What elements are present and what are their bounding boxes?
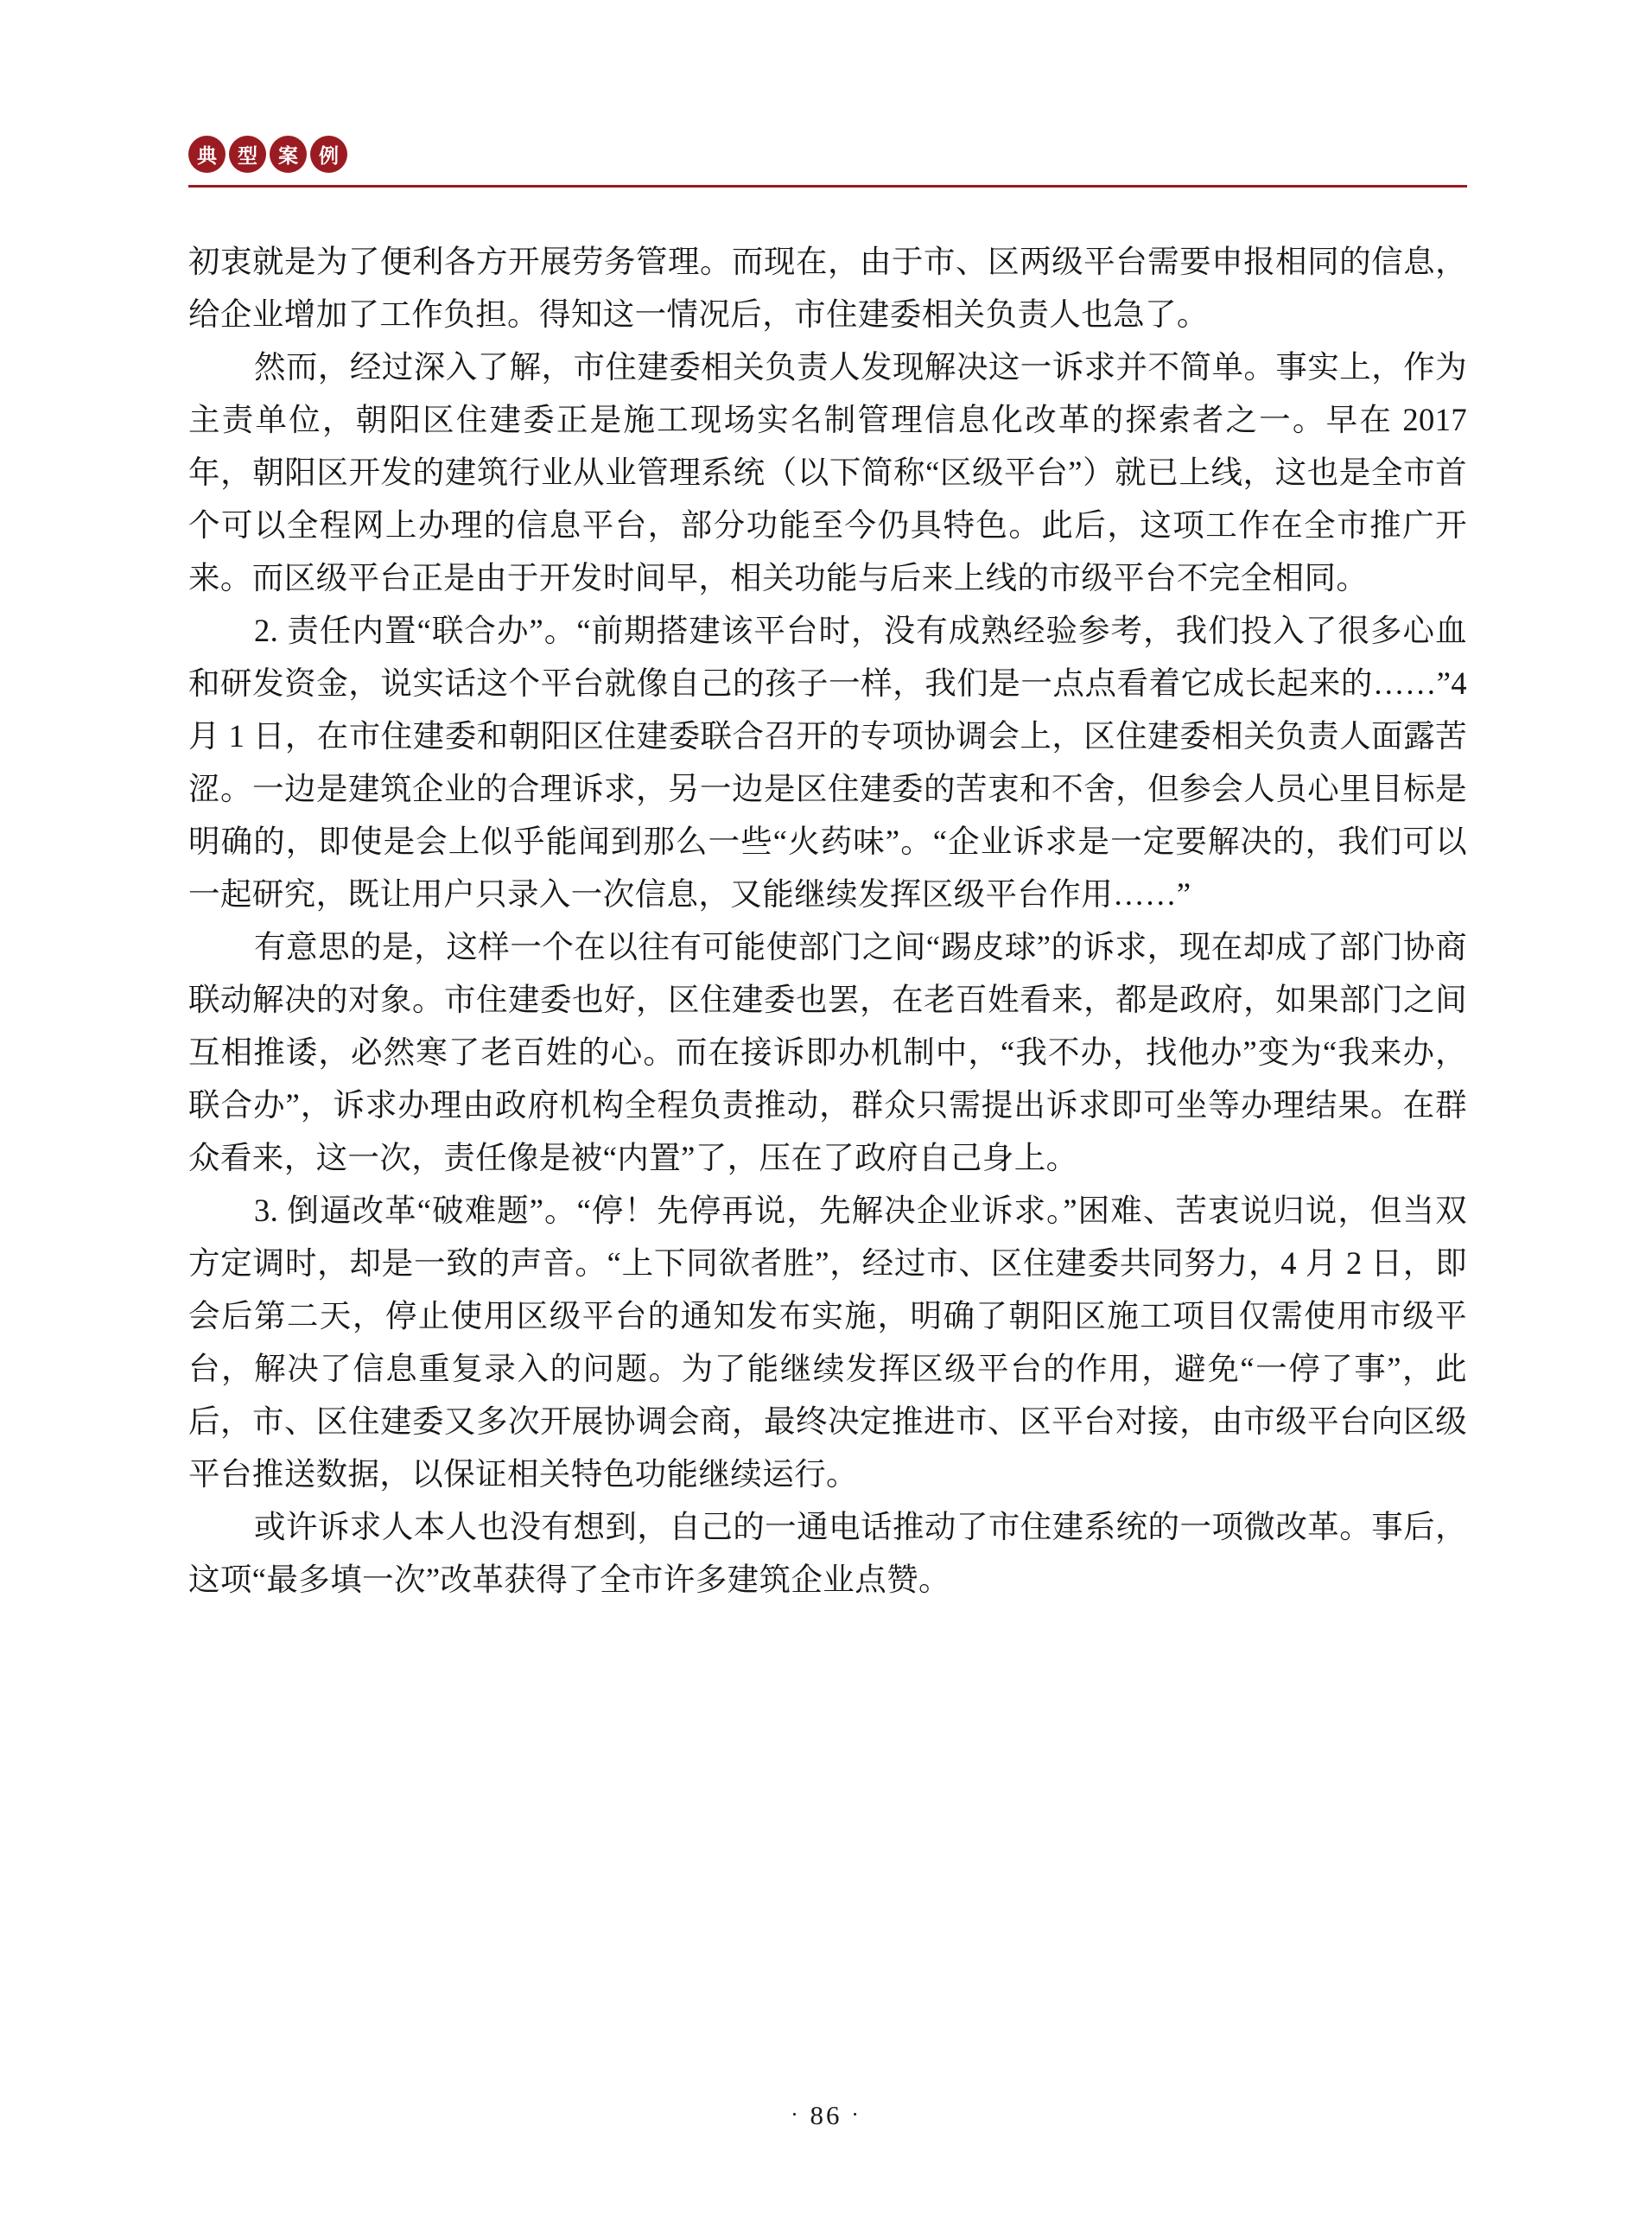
page-body <box>188 235 1467 1606</box>
footer-dot-left: · <box>791 2102 801 2127</box>
header-badge-char-1: 典 <box>188 136 226 173</box>
page-number: 86 <box>810 2100 842 2130</box>
footer-dot-right: · <box>851 2102 861 2127</box>
body-paragraph: 有意思的是，这样一个在以往有可能使部门之间“踢皮球”的诉求，现在却成了部门协商联动解决的对象。市住建委也好，区住建委也罢，在老百姓看来，都是政府，如果部门之间互相推诿，必然寒了老百姓的心。而在接诉即办机制中，“我不办，找他办”变为“我来办，联合办”，诉求办理由政府机构全程负责推动，群众只需提出诉求即可坐等办理结果。在群众看来，这一次，责任像是被“内置”了，压在了政府自己身上。 <box>188 929 1467 1175</box>
page-header <box>188 130 1467 207</box>
body-paragraph: 3. 倒逼改革“破难题”。“停！先停再说，先解决企业诉求。”困难、苦衷说归说，但当双方定调时，却是一致的声音。“上下同欲者胜”，经过市、区住建委共同努力，4 月 2 日，即会后第二天，停止使用区级平台的通知发布实施，明确了朝阳区施工项目仅需使用市级平台，解决了信息重复录入的问题。为了能继续发挥区级平台的作用，避免“一停了事”，此后，市、区住建委又多次开展协调会商，最终决定推进市、区平台对接，由市级平台向区级平台推送数据，以保证相关特色功能继续运行。 <box>188 1193 1467 1492</box>
body-paragraph: 然而，经过深入了解，市住建委相关负责人发现解决这一诉求并不简单。事实上，作为主责单位，朝阳区住建委正是施工现场实名制管理信息化改革的探索者之一。早在 2017 年，朝阳区开发的建筑行业从业管理系统（以下简称“区级平台”）就已上线，这也是全市首个可以全程网上办理的信息平台，部分功能至今仍具特色。此后，这项工作在全市推广开来。而区级平台正是由于开发时间早，相关功能与后来上线的市级平台不完全相同。 <box>188 349 1467 595</box>
body-paragraph: 或许诉求人本人也没有想到，自己的一通电话推动了市住建系统的一项微改革。事后，这项“最多填一次”改革获得了全市许多建筑企业点赞。 <box>188 1509 1467 1597</box>
header-badge-char-4: 例 <box>310 136 347 173</box>
header-badge-char-2: 型 <box>229 136 266 173</box>
header-badge-char-3: 案 <box>270 136 307 173</box>
body-paragraph: 2. 责任内置“联合办”。“前期搭建该平台时，没有成熟经验参考，我们投入了很多心血和研发资金，说实话这个平台就像自己的孩子一样，我们是一点点看着它成长起来的……”4 月 1 日，在市住建委和朝阳区住建委联合召开的专项协调会上，区住建委相关负责人面露苦涩。一边是建筑企业的合理诉求，另一边是区住建委的苦衷和不舍，但参会人员心里目标是明确的，即使是会上似乎能闻到那么一些“火药味”。“企业诉求是一定要解决的，我们可以一起研究，既让用户只录入一次信息，又能继续发挥区级平台作用……” <box>188 613 1467 912</box>
page-footer <box>0 2100 1652 2131</box>
header-divider <box>188 185 1467 188</box>
header-badge-group <box>188 130 1467 178</box>
body-paragraph: 初衷就是为了便利各方开展劳务管理。而现在，由于市、区两级平台需要申报相同的信息，给企业增加了工作负担。得知这一情况后，市住建委相关负责人也急了。 <box>188 244 1467 332</box>
